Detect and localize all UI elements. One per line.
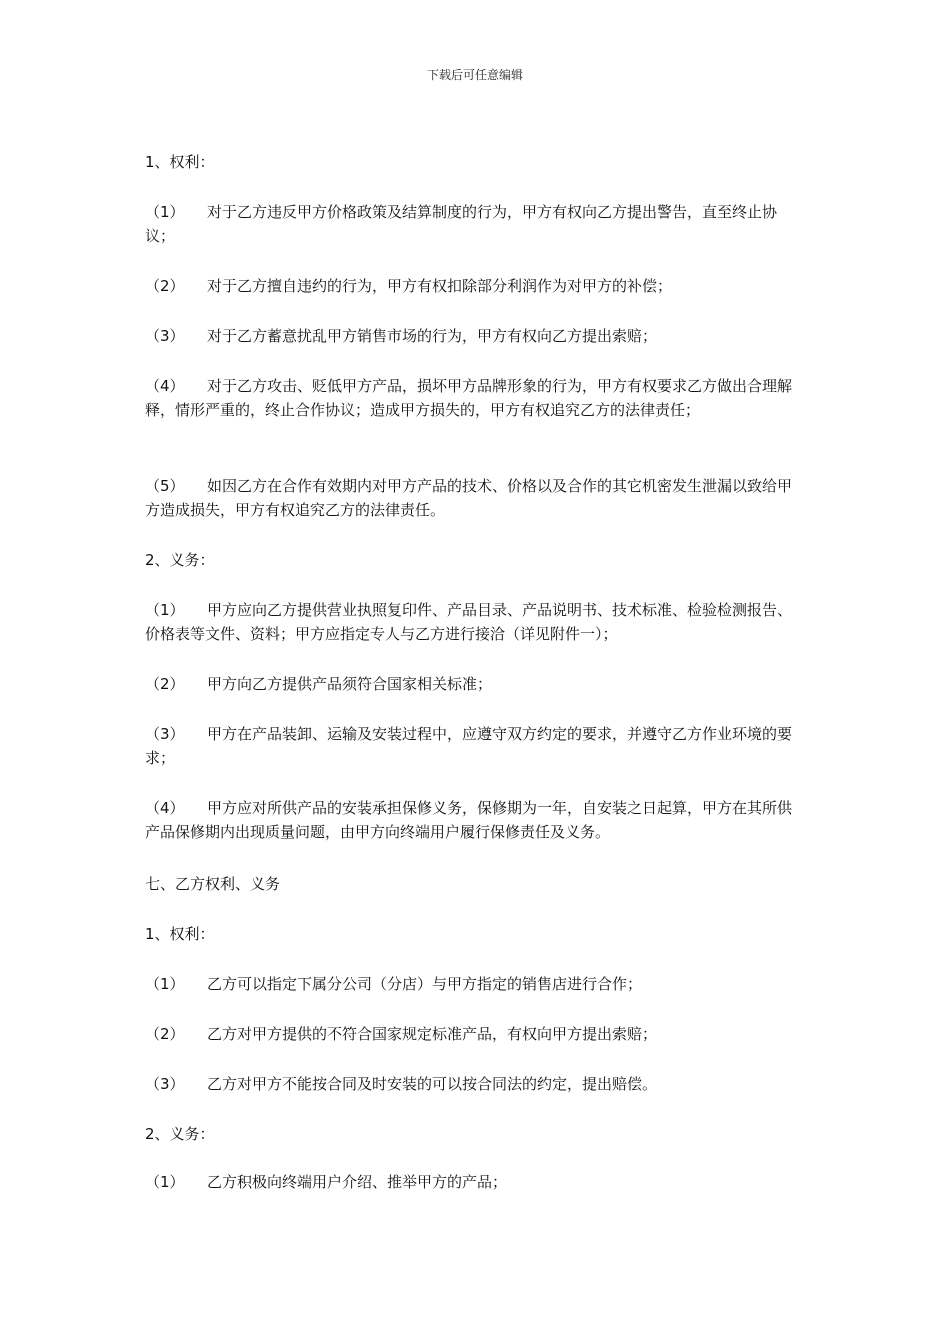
clause-item (145, 274, 805, 298)
clause-item (145, 1170, 805, 1194)
clause-item (145, 598, 805, 646)
clause-text: 乙方对甲方提供的不符合国家规定标准产品，有权向甲方提出索赔； (207, 1025, 658, 1043)
clause-item (145, 200, 805, 248)
clause-number: （1） (145, 203, 185, 221)
clause-number: （4） (145, 377, 185, 395)
clause-item (145, 324, 805, 348)
clause-number: （1） (145, 601, 185, 619)
clause-text: 甲方应对所供产品的安装承担保修义务，保修期为一年，自安装之日起算，甲方在其所供产品保修期内出现质量问题，由甲方向终端用户履行保修责任及义务。 (145, 799, 793, 841)
clause-text: 如因乙方在合作有效期内对甲方产品的技术、价格以及合作的其它机密发生泄漏以致给甲方造成损失，甲方有权追究乙方的法律责任。 (145, 477, 793, 519)
clause-item (145, 972, 805, 996)
heading-text: 2、义务： (145, 551, 215, 569)
clause-text: 甲方向乙方提供产品须符合国家相关标准； (207, 675, 493, 693)
heading-text: 七、乙方权利、义务 (145, 875, 281, 893)
clause-text: 乙方对甲方不能按合同及时安装的可以按合同法的约定，提出赔偿。 (207, 1075, 658, 1093)
clause-number: （1） (145, 975, 185, 993)
section-heading (145, 150, 805, 174)
clause-text: 甲方在产品装卸、运输及安装过程中，应遵守双方约定的要求，并遵守乙方作业环境的要求； (145, 725, 793, 767)
clause-item (145, 672, 805, 696)
clause-number: （3） (145, 725, 185, 743)
clause-item (145, 1072, 805, 1096)
clause-item (145, 374, 805, 422)
heading-text: 1、权利： (145, 153, 215, 171)
clause-text: 对于乙方擅自违约的行为，甲方有权扣除部分利润作为对甲方的补偿； (207, 277, 673, 295)
section-heading (145, 548, 805, 572)
clause-number: （4） (145, 799, 185, 817)
clause-number: （3） (145, 327, 185, 345)
clause-number: （1） (145, 1173, 185, 1191)
heading-text: 2、义务： (145, 1125, 215, 1143)
clause-text: 乙方可以指定下属分公司（分店）与甲方指定的销售店进行合作； (207, 975, 643, 993)
clause-item (145, 722, 805, 770)
page-header: 下载后可任意编辑 (426, 68, 523, 82)
section-heading (145, 872, 805, 896)
clause-text: 甲方应向乙方提供营业执照复印件、产品目录、产品说明书、技术标准、检验检测报告、价格表等文件、资料；甲方应指定专人与乙方进行接洽（详见附件一）； (145, 601, 793, 643)
clause-text: 乙方积极向终端用户介绍、推举甲方的产品； (207, 1173, 508, 1191)
clause-text: 对于乙方蓄意扰乱甲方销售市场的行为，甲方有权向乙方提出索赔； (207, 327, 658, 345)
section-heading (145, 922, 805, 946)
clause-number: （2） (145, 277, 185, 295)
clause-number: （3） (145, 1075, 185, 1093)
clause-item (145, 474, 805, 522)
clause-text: 对于乙方攻击、贬低甲方产品，损坏甲方品牌形象的行为，甲方有权要求乙方做出合理解释，情形严重的，终止合作协议；造成甲方损失的，甲方有权追究乙方的法律责任； (145, 377, 793, 419)
section-heading (145, 1122, 805, 1146)
clause-number: （2） (145, 1025, 185, 1043)
clause-item (145, 1022, 805, 1046)
clause-text: 对于乙方违反甲方价格政策及结算制度的行为，甲方有权向乙方提出警告，直至终止协议； (145, 203, 778, 245)
clause-number: （5） (145, 477, 185, 495)
clause-item (145, 796, 805, 844)
clause-number: （2） (145, 675, 185, 693)
heading-text: 1、权利： (145, 925, 215, 943)
